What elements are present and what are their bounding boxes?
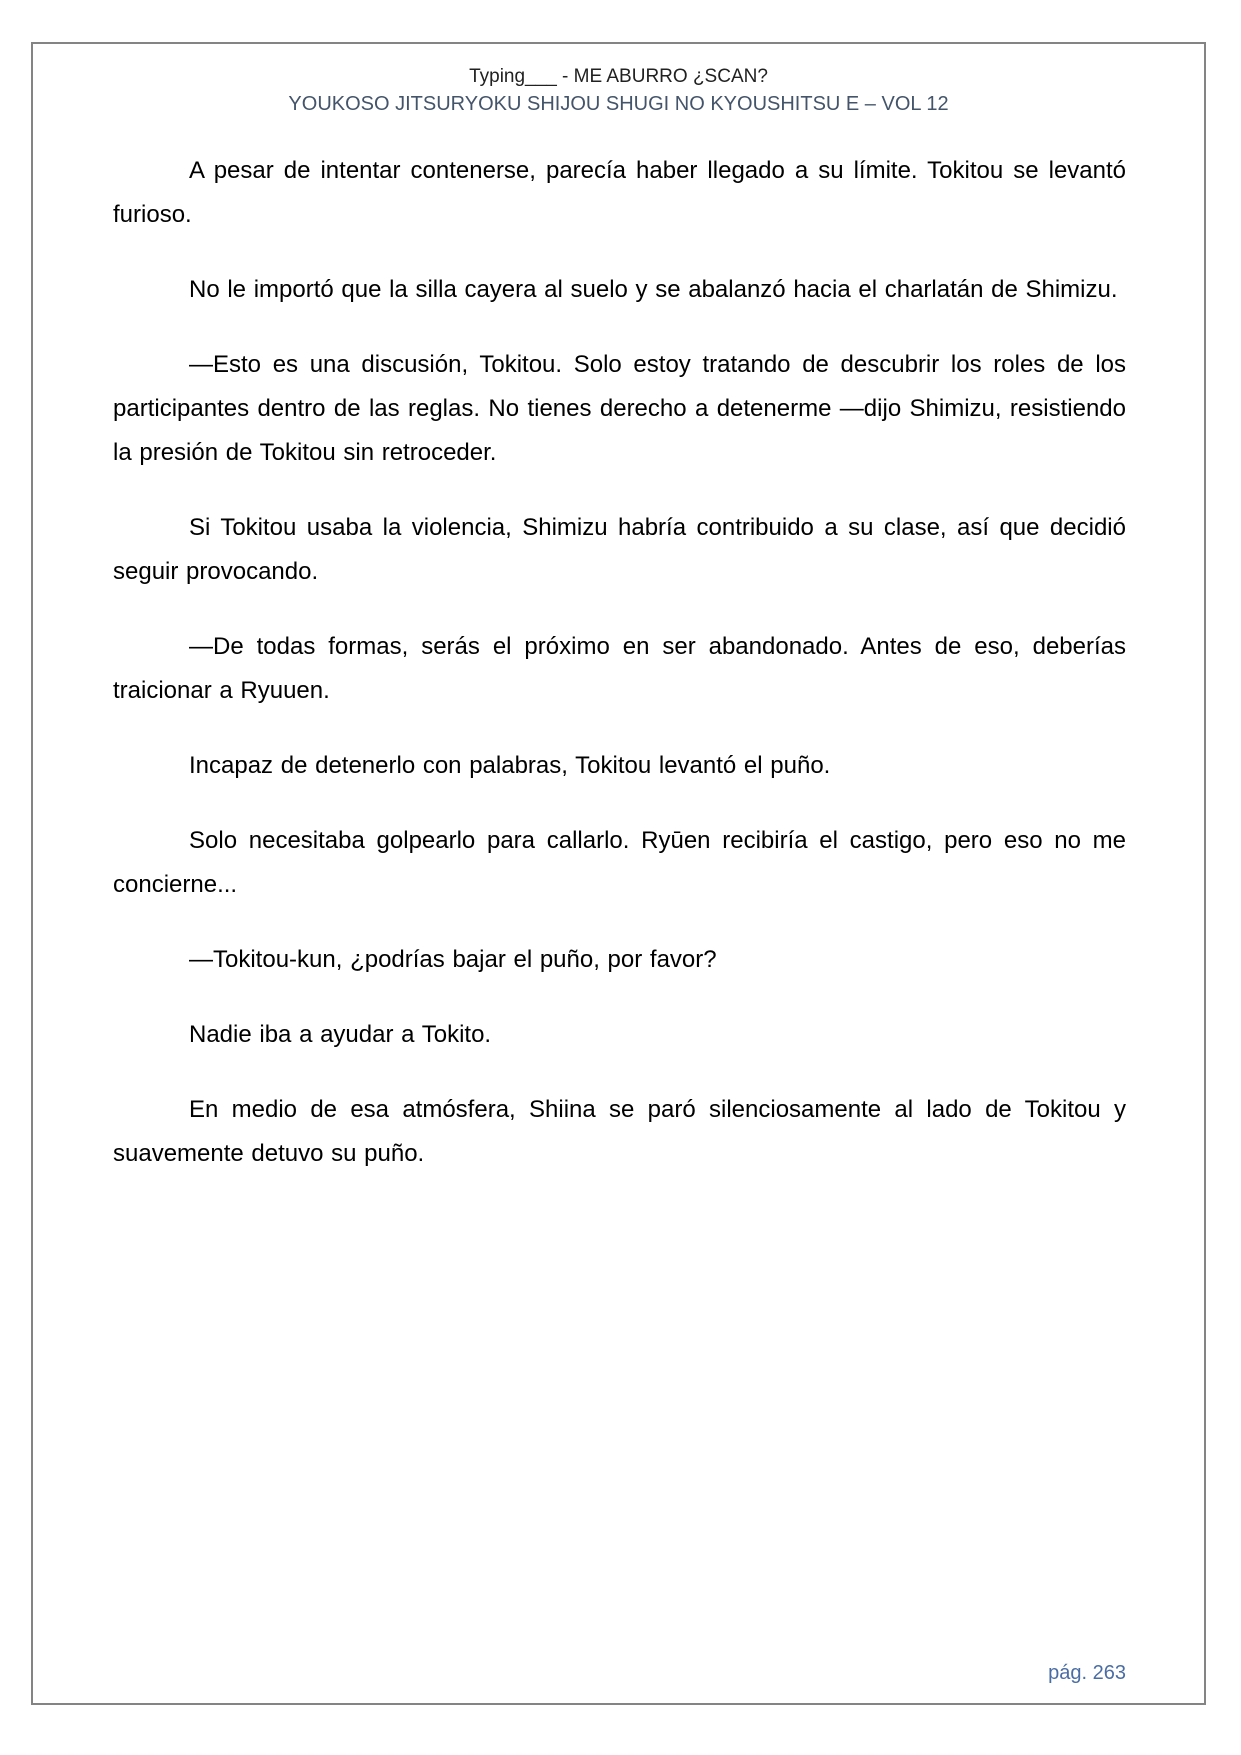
paragraph: A pesar de intentar contenerse, parecía haber llegado a su límite. Tokitou se levantó furioso.: [113, 157, 1126, 228]
paragraph: Si Tokitou usaba la violencia, Shimizu habría contribuido a su clase, así que decidió seguir provocando.: [113, 514, 1126, 585]
paragraph: Incapaz de detenerlo con palabras, Tokitou levantó el puño.: [189, 752, 831, 779]
paragraph: —Esto es una discusión, Tokitou. Solo estoy tratando de descubrir los roles de los participantes dentro de las reglas. No tienes derecho a detenerme —dijo Shimizu, resistiendo la presión de Tokitou sin retroceder.: [113, 351, 1126, 466]
paragraph: —De todas formas, serás el próximo en ser abandonado. Antes de eso, deberías traicionar a Ryuuen.: [113, 633, 1126, 704]
paragraph: No le importó que la silla cayera al suelo y se abalanzó hacia el charlatán de Shimizu.: [189, 276, 1118, 303]
page-number: pág. 263: [1048, 1662, 1126, 1684]
paragraph: —Tokitou-kun, ¿podrías bajar el puño, por favor?: [189, 946, 717, 973]
document-body: [33, 149, 1204, 1176]
header-title: Typing___ - ME ABURRO ¿SCAN?: [469, 66, 768, 87]
document-header: [33, 44, 1204, 119]
paragraph: En medio de esa atmósfera, Shiina se paró silenciosamente al lado de Tokitou y suavemente detuvo su puño.: [113, 1096, 1126, 1167]
paragraph: Nadie iba a ayudar a Tokito.: [189, 1021, 492, 1048]
paragraph: Solo necesitaba golpearlo para callarlo. Ryūen recibiría el castigo, pero eso no me concierne...: [113, 827, 1126, 898]
page-frame: [31, 42, 1206, 1705]
header-series-title: YOUKOSO JITSURYOKU SHIJOU SHUGI NO KYOUSHITSU E – VOL 12: [288, 93, 949, 115]
